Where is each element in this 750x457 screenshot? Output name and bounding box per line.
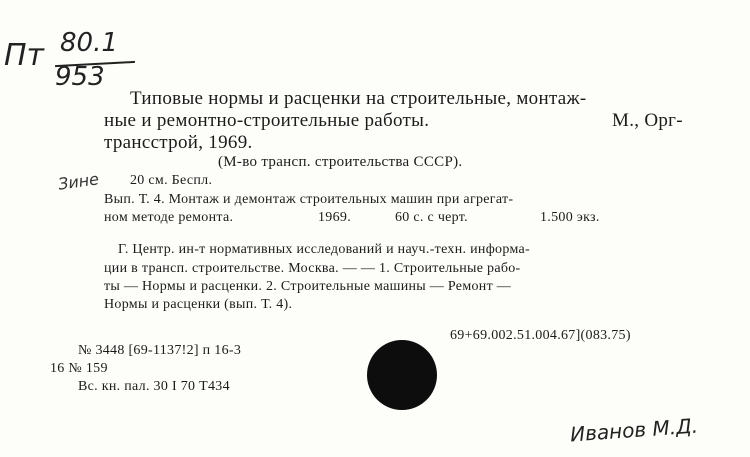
margin-note: Зине <box>56 169 101 194</box>
org-line-2: ции в трансп. строительстве. Москва. — — 1. Строительные рабо- <box>104 261 521 276</box>
title-line-2: ные и ремонтно-строительные работы. <box>104 110 430 131</box>
signature: Иванов М.Д. <box>569 413 699 447</box>
org-line-1: Г. Центр. ин-т нормативных исследований и науч.-техн. информа- <box>118 242 530 257</box>
issue-copies: 1.500 экз. <box>540 210 600 225</box>
org-line-3: ты — Нормы и расценки. 2. Строительные машины — Ремонт — <box>104 279 512 294</box>
issue-pages: 60 с. с черт. <box>395 210 468 225</box>
call-number-numerator: 80.1 <box>60 28 118 58</box>
title-line-1: Типовые нормы и расценки на строительные, монтаж- <box>130 88 587 109</box>
title-line-3: трансстрой, 1969. <box>104 132 253 153</box>
call-number-prefix: Пт <box>4 38 45 73</box>
issuer: (М-во трансп. строительства СССР). <box>218 154 463 170</box>
record-line-3: Вс. кн. пал. 30 I 70 Т434 <box>78 379 230 394</box>
record-line-2: 16 № 159 <box>50 361 108 376</box>
record-line-1: № 3448 [69-1137!2] п 16-3 <box>78 343 242 358</box>
ink-blot <box>367 340 437 410</box>
price-line: 20 см. Беспл. <box>130 173 213 188</box>
issue-year: 1969. <box>318 210 351 225</box>
issue-line-1: Вып. Т. 4. Монтаж и демонтаж строительных машин при агрегат- <box>104 192 514 207</box>
publisher-short: М., Орг- <box>612 110 683 131</box>
issue-line-2: ном методе ремонта. <box>104 210 234 225</box>
classification: 69+69.002.51.004.67](083.75) <box>450 328 631 343</box>
org-line-4: Нормы и расценки (вып. Т. 4). <box>104 297 293 312</box>
call-number-denominator: 953 <box>55 62 105 92</box>
